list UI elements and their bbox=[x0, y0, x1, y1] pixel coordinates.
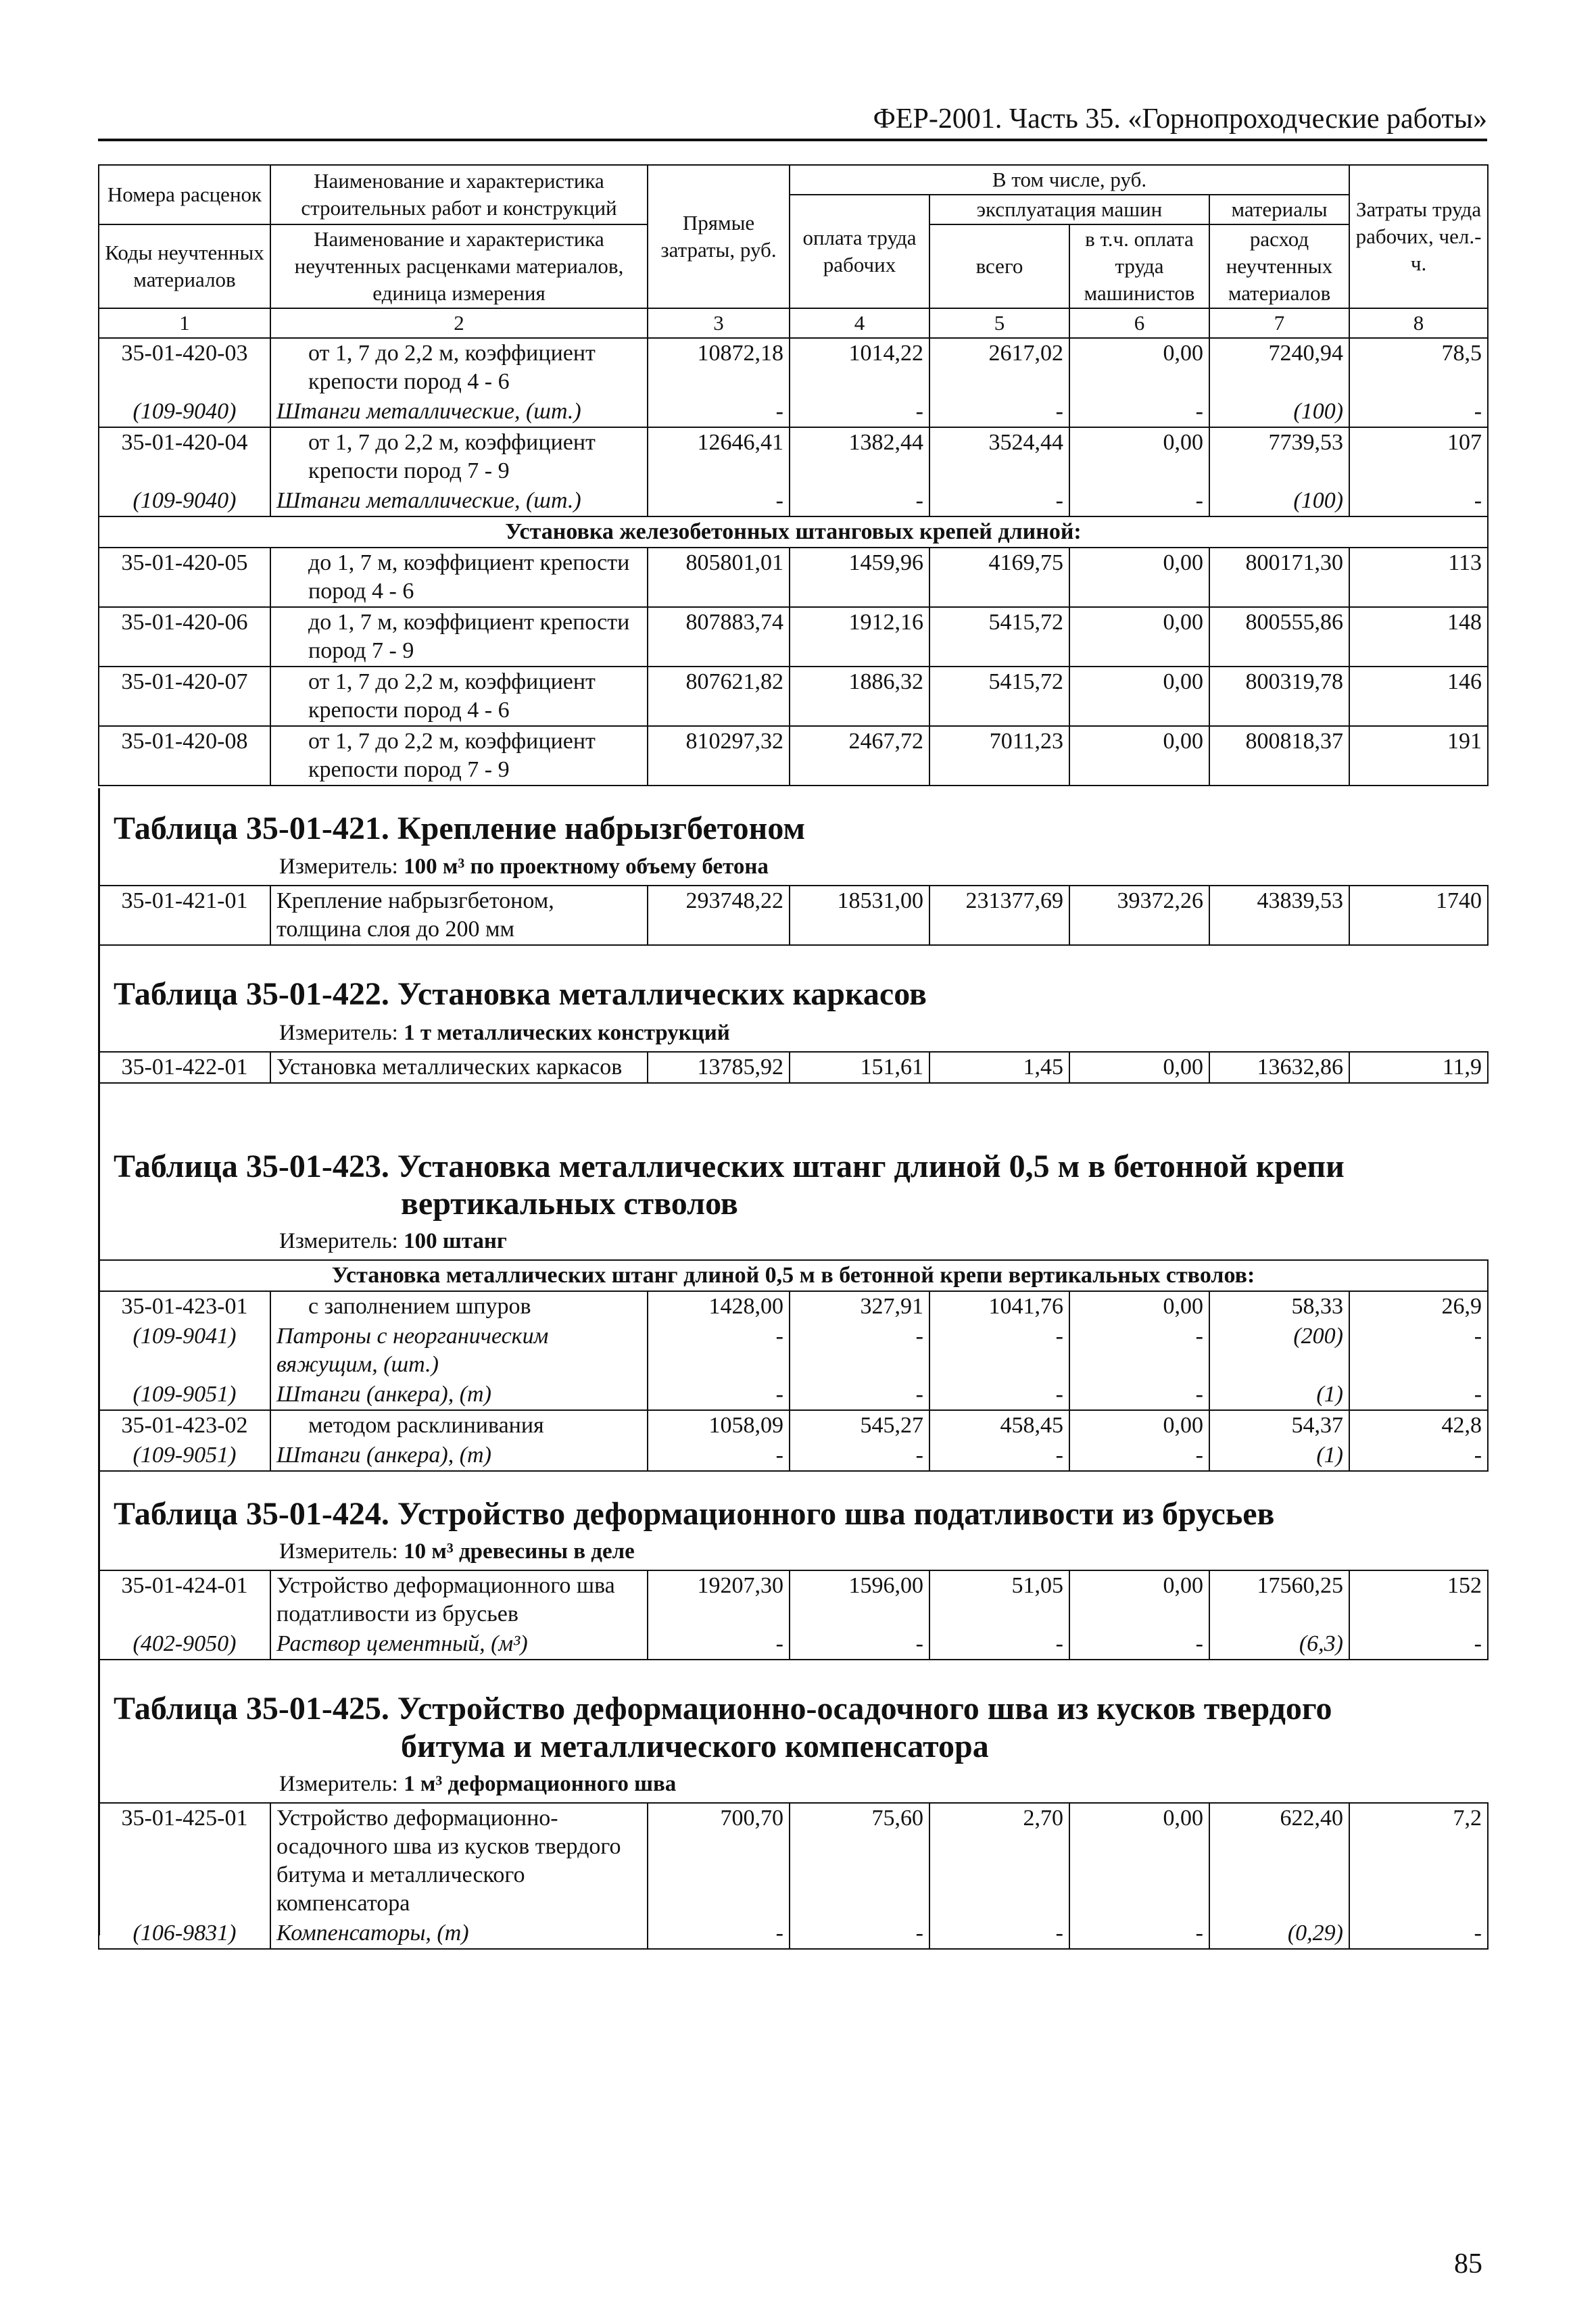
rate-value: - bbox=[648, 1441, 790, 1471]
rate-name: Устройство деформационного шва податливости из брусьев bbox=[270, 1570, 648, 1629]
rate-value: 0,00 bbox=[1069, 607, 1209, 667]
rate-value: 1058,09 bbox=[648, 1410, 790, 1441]
rate-code: (109-9040) bbox=[99, 397, 270, 427]
rate-value: 1912,16 bbox=[790, 607, 929, 667]
rate-value: (200) bbox=[1209, 1322, 1349, 1380]
rate-code: 35-01-424-01 bbox=[99, 1570, 270, 1629]
rate-value: - bbox=[929, 1322, 1069, 1380]
col-incl-header: В том числе, руб. bbox=[790, 165, 1349, 195]
table-423-title: Таблица 35-01-423. Установка металлических штанг длиной 0,5 м в бетонной крепи bbox=[114, 1149, 1345, 1184]
rate-value: 146 bbox=[1349, 667, 1488, 726]
rate-code: 35-01-420-05 bbox=[99, 548, 270, 607]
rate-name: Патроны с неорганическим вяжущим, (шт.) bbox=[270, 1322, 648, 1380]
rate-name: Установка металлических каркасов bbox=[270, 1052, 648, 1083]
rate-name: до 1, 7 м, коэффициент крепости пород 7 - 9 bbox=[270, 607, 648, 667]
table-row bbox=[99, 1803, 1488, 1919]
rate-value: 107 bbox=[1349, 427, 1488, 486]
rate-value: 5415,72 bbox=[929, 607, 1069, 667]
rate-value: - bbox=[790, 397, 929, 427]
table-423-measure: Измеритель: 100 штанг bbox=[279, 1229, 507, 1253]
rate-value: 1459,96 bbox=[790, 548, 929, 607]
rate-value: (0,29) bbox=[1209, 1919, 1349, 1949]
rate-name: методом расклинивания bbox=[270, 1410, 648, 1441]
rate-name: от 1, 7 до 2,2 м, коэффициент крепости пород 4 - 6 bbox=[270, 667, 648, 726]
rate-code: 35-01-422-01 bbox=[99, 1052, 270, 1083]
rate-value: - bbox=[1069, 1441, 1209, 1471]
table-row bbox=[99, 607, 1488, 667]
rate-value: 152 bbox=[1349, 1570, 1488, 1629]
rate-value: - bbox=[790, 1629, 929, 1660]
table-424-title: Таблица 35-01-424. Устройство деформационного шва податливости из брусьев bbox=[114, 1496, 1275, 1532]
rates-table-420 bbox=[98, 164, 1489, 786]
table-421-measure: Измеритель: 100 м³ по проектному объему бетона bbox=[279, 854, 769, 879]
table-425-measure: Измеритель: 1 м³ деформационного шва bbox=[279, 1772, 677, 1796]
rate-value: - bbox=[1349, 1322, 1488, 1380]
rate-value: 2467,72 bbox=[790, 726, 929, 786]
rate-value: 1,45 bbox=[929, 1052, 1069, 1083]
rate-value: 807883,74 bbox=[648, 607, 790, 667]
rate-value: 18531,00 bbox=[790, 886, 929, 945]
rate-value: 151,61 bbox=[790, 1052, 929, 1083]
rate-value: - bbox=[1349, 397, 1488, 427]
subheading-row bbox=[99, 1260, 1488, 1291]
rates-table-425 bbox=[98, 1802, 1489, 1950]
rate-code: 35-01-423-02 bbox=[99, 1410, 270, 1441]
rate-value: 3524,44 bbox=[929, 427, 1069, 486]
rate-value: 1596,00 bbox=[790, 1570, 929, 1629]
rate-name: Компенсаторы, (т) bbox=[270, 1919, 648, 1949]
rate-value: - bbox=[648, 1629, 790, 1660]
table-row bbox=[99, 427, 1488, 486]
rate-value: 26,9 bbox=[1349, 1291, 1488, 1322]
rate-code: (109-9051) bbox=[99, 1380, 270, 1410]
rate-value: 231377,69 bbox=[929, 886, 1069, 945]
rate-value: 7739,53 bbox=[1209, 427, 1349, 486]
page-number: 85 bbox=[1454, 2248, 1482, 2279]
rate-value: - bbox=[929, 1629, 1069, 1660]
table-422-measure: Измеритель: 1 т металлических конструкций bbox=[279, 1021, 730, 1045]
rate-value: 1014,22 bbox=[790, 338, 929, 397]
rate-name: Штанги (анкера), (т) bbox=[270, 1380, 648, 1410]
rate-value: - bbox=[1349, 1629, 1488, 1660]
rate-value: - bbox=[790, 1441, 929, 1471]
rate-value: - bbox=[1069, 486, 1209, 516]
table-423-title-cont: вертикальных стволов bbox=[401, 1186, 738, 1222]
rate-name: с заполнением шпуров bbox=[270, 1291, 648, 1322]
rate-value: (100) bbox=[1209, 486, 1349, 516]
rate-value: 13785,92 bbox=[648, 1052, 790, 1083]
table-row bbox=[99, 886, 1488, 945]
rate-value: - bbox=[1349, 1380, 1488, 1410]
rate-value: - bbox=[1349, 1919, 1488, 1949]
rate-value: 458,45 bbox=[929, 1410, 1069, 1441]
table-row bbox=[99, 1052, 1488, 1083]
rate-name: до 1, 7 м, коэффициент крепости пород 4 - 6 bbox=[270, 548, 648, 607]
rate-code: 35-01-421-01 bbox=[99, 886, 270, 945]
table-row bbox=[99, 1441, 1488, 1471]
rate-value: 11,9 bbox=[1349, 1052, 1488, 1083]
rate-value: 0,00 bbox=[1069, 548, 1209, 607]
rate-value: - bbox=[1349, 1441, 1488, 1471]
col-codes-header: Номера расценок bbox=[99, 165, 270, 224]
rate-code: (106-9831) bbox=[99, 1919, 270, 1949]
table-422-title: Таблица 35-01-422. Установка металлических каркасов bbox=[114, 976, 927, 1012]
table-row bbox=[99, 1570, 1488, 1629]
rate-value: 0,00 bbox=[1069, 1570, 1209, 1629]
table-row bbox=[99, 397, 1488, 427]
rate-value: 0,00 bbox=[1069, 726, 1209, 786]
rate-value: 0,00 bbox=[1069, 1291, 1209, 1322]
rate-code: (109-9041) bbox=[99, 1322, 270, 1380]
rate-value: 327,91 bbox=[790, 1291, 929, 1322]
table-row bbox=[99, 1629, 1488, 1660]
rate-value: - bbox=[929, 397, 1069, 427]
rate-value: 5415,72 bbox=[929, 667, 1069, 726]
rate-name: Штанги (анкера), (т) bbox=[270, 1441, 648, 1471]
col-name-sub-header: Наименование и характеристика неучтенных расценками материалов, единица измерения bbox=[270, 224, 648, 308]
col-machines-header: эксплуатация машин bbox=[929, 195, 1209, 224]
rate-code: 35-01-420-07 bbox=[99, 667, 270, 726]
rate-value: - bbox=[1069, 1629, 1209, 1660]
rate-name: от 1, 7 до 2,2 м, коэффициент крепости пород 4 - 6 bbox=[270, 338, 648, 397]
rate-value: 2617,02 bbox=[929, 338, 1069, 397]
rate-value: 58,33 bbox=[1209, 1291, 1349, 1322]
rate-value: - bbox=[648, 1919, 790, 1949]
col-direct-header: Прямые затраты, руб. bbox=[648, 165, 790, 308]
rate-value: 148 bbox=[1349, 607, 1488, 667]
col-machinist-header: в т.ч. оплата труда машинистов bbox=[1069, 224, 1209, 308]
rate-value: - bbox=[929, 1919, 1069, 1949]
rate-value: 1740 bbox=[1349, 886, 1488, 945]
rate-value: 800171,30 bbox=[1209, 548, 1349, 607]
rate-value: (6,3) bbox=[1209, 1629, 1349, 1660]
table-row bbox=[99, 1380, 1488, 1410]
rate-code: 35-01-423-01 bbox=[99, 1291, 270, 1322]
rate-name: Штанги металлические, (шт.) bbox=[270, 486, 648, 516]
rate-name: Штанги металлические, (шт.) bbox=[270, 397, 648, 427]
rate-value: - bbox=[790, 1380, 929, 1410]
rate-value: - bbox=[1069, 397, 1209, 427]
rate-value: - bbox=[648, 1322, 790, 1380]
rate-value: 0,00 bbox=[1069, 667, 1209, 726]
rate-value: - bbox=[929, 1380, 1069, 1410]
rate-value: 54,37 bbox=[1209, 1410, 1349, 1441]
rate-value: - bbox=[648, 486, 790, 516]
rate-code: 35-01-420-06 bbox=[99, 607, 270, 667]
rate-value: 4169,75 bbox=[929, 548, 1069, 607]
rate-value: 0,00 bbox=[1069, 427, 1209, 486]
table-row bbox=[99, 726, 1488, 786]
rate-value: (100) bbox=[1209, 397, 1349, 427]
rate-value: 800555,86 bbox=[1209, 607, 1349, 667]
table-424-measure: Измеритель: 10 м³ древесины в деле bbox=[279, 1539, 635, 1564]
rates-table-424 bbox=[98, 1570, 1489, 1660]
rate-code: (109-9040) bbox=[99, 486, 270, 516]
rate-value: 13632,86 bbox=[1209, 1052, 1349, 1083]
rate-name: от 1, 7 до 2,2 м, коэффициент крепости пород 7 - 9 bbox=[270, 726, 648, 786]
rate-value: - bbox=[790, 1919, 929, 1949]
table-row bbox=[99, 1919, 1488, 1949]
rate-value: 1428,00 bbox=[648, 1291, 790, 1322]
rate-value: 75,60 bbox=[790, 1803, 929, 1919]
rate-value: - bbox=[1069, 1919, 1209, 1949]
rate-value: - bbox=[790, 486, 929, 516]
rate-value: 0,00 bbox=[1069, 1410, 1209, 1441]
rates-table-421 bbox=[98, 885, 1489, 946]
rate-value: 191 bbox=[1349, 726, 1488, 786]
col-name-header: Наименование и характеристика строительных работ и конструкций bbox=[270, 165, 648, 224]
rate-code: 35-01-420-03 bbox=[99, 338, 270, 397]
rate-value: 810297,32 bbox=[648, 726, 790, 786]
col-num: 3 bbox=[648, 308, 790, 338]
rate-value: 10872,18 bbox=[648, 338, 790, 397]
rate-value: 800818,37 bbox=[1209, 726, 1349, 786]
rate-value: 805801,01 bbox=[648, 548, 790, 607]
col-materials-header: материалы bbox=[1209, 195, 1349, 224]
running-header: ФЕР-2001. Часть 35. «Горнопроходческие работы» bbox=[873, 103, 1487, 135]
rate-value: 78,5 bbox=[1349, 338, 1488, 397]
rate-value: - bbox=[648, 397, 790, 427]
subheading-row bbox=[99, 516, 1488, 548]
col-total-header: всего bbox=[929, 224, 1069, 308]
rate-value: 19207,30 bbox=[648, 1570, 790, 1629]
table-row bbox=[99, 338, 1488, 397]
rate-value: - bbox=[1069, 1380, 1209, 1410]
table-row bbox=[99, 667, 1488, 726]
rates-table-423 bbox=[98, 1259, 1489, 1472]
col-codes-sub-header: Коды неучтенных материалов bbox=[99, 224, 270, 308]
rate-value: - bbox=[648, 1380, 790, 1410]
col-num: 7 bbox=[1209, 308, 1349, 338]
table-425-title-cont: битума и металлического компенсатора bbox=[401, 1729, 989, 1764]
rate-code: (402-9050) bbox=[99, 1629, 270, 1660]
rate-value: 700,70 bbox=[648, 1803, 790, 1919]
table-425-title: Таблица 35-01-425. Устройство деформационно-осадочного шва из кусков твердого bbox=[114, 1691, 1332, 1727]
rate-value: 7,2 bbox=[1349, 1803, 1488, 1919]
col-labor-header: Затраты труда рабочих, чел.-ч. bbox=[1349, 165, 1488, 308]
subheading: Установка металлических штанг длиной 0,5 м в бетонной крепи вертикальных стволов: bbox=[99, 1260, 1488, 1291]
rate-value: 39372,26 bbox=[1069, 886, 1209, 945]
rate-value: 800319,78 bbox=[1209, 667, 1349, 726]
rate-value: - bbox=[1349, 486, 1488, 516]
rate-code: 35-01-420-08 bbox=[99, 726, 270, 786]
rate-name: Раствор цементный, (м³) bbox=[270, 1629, 648, 1660]
rate-value: 0,00 bbox=[1069, 1052, 1209, 1083]
col-unaccounted-header: расход неучтенных материалов bbox=[1209, 224, 1349, 308]
table-row bbox=[99, 1410, 1488, 1441]
rate-value: 43839,53 bbox=[1209, 886, 1349, 945]
rate-value: 0,00 bbox=[1069, 1803, 1209, 1919]
rate-value: 7011,23 bbox=[929, 726, 1069, 786]
rate-value: 0,00 bbox=[1069, 338, 1209, 397]
col-num: 4 bbox=[790, 308, 929, 338]
col-num: 6 bbox=[1069, 308, 1209, 338]
rate-name: от 1, 7 до 2,2 м, коэффициент крепости пород 7 - 9 bbox=[270, 427, 648, 486]
table-421-title: Таблица 35-01-421. Крепление набрызгбетоном bbox=[114, 811, 806, 846]
col-num: 1 bbox=[99, 308, 270, 338]
rate-value: 7240,94 bbox=[1209, 338, 1349, 397]
rate-code: (109-9051) bbox=[99, 1441, 270, 1471]
rate-value: - bbox=[1069, 1322, 1209, 1380]
rate-value: 622,40 bbox=[1209, 1803, 1349, 1919]
rate-value: 1886,32 bbox=[790, 667, 929, 726]
rate-name: Крепление набрызгбетоном, толщина слоя до 200 мм bbox=[270, 886, 648, 945]
rate-value: 1041,76 bbox=[929, 1291, 1069, 1322]
rate-value: 42,8 bbox=[1349, 1410, 1488, 1441]
rate-value: 545,27 bbox=[790, 1410, 929, 1441]
rate-value: 2,70 bbox=[929, 1803, 1069, 1919]
rates-table-422 bbox=[98, 1051, 1489, 1084]
rate-value: 807621,82 bbox=[648, 667, 790, 726]
rate-value: 51,05 bbox=[929, 1570, 1069, 1629]
col-num: 8 bbox=[1349, 308, 1488, 338]
rate-value: 293748,22 bbox=[648, 886, 790, 945]
col-wage-header: оплата труда рабочих bbox=[790, 195, 929, 308]
rate-value: - bbox=[790, 1322, 929, 1380]
header-rule bbox=[98, 139, 1487, 141]
table-row bbox=[99, 548, 1488, 607]
rate-code: 35-01-425-01 bbox=[99, 1803, 270, 1919]
table-row bbox=[99, 1322, 1488, 1380]
rate-value: 12646,41 bbox=[648, 427, 790, 486]
rate-value: 113 bbox=[1349, 548, 1488, 607]
rate-value: (1) bbox=[1209, 1380, 1349, 1410]
col-num: 5 bbox=[929, 308, 1069, 338]
col-num: 2 bbox=[270, 308, 648, 338]
subheading: Установка железобетонных штанговых крепей длиной: bbox=[99, 516, 1488, 548]
rate-value: - bbox=[929, 486, 1069, 516]
rate-code: 35-01-420-04 bbox=[99, 427, 270, 486]
rate-value: - bbox=[929, 1441, 1069, 1471]
rate-value: 1382,44 bbox=[790, 427, 929, 486]
rate-name: Устройство деформационно-осадочного шва из кусков твердого битума и металлического компенсатора bbox=[270, 1803, 648, 1919]
rate-value: (1) bbox=[1209, 1441, 1349, 1471]
table-row bbox=[99, 486, 1488, 516]
rate-value: 17560,25 bbox=[1209, 1570, 1349, 1629]
table-row bbox=[99, 1291, 1488, 1322]
